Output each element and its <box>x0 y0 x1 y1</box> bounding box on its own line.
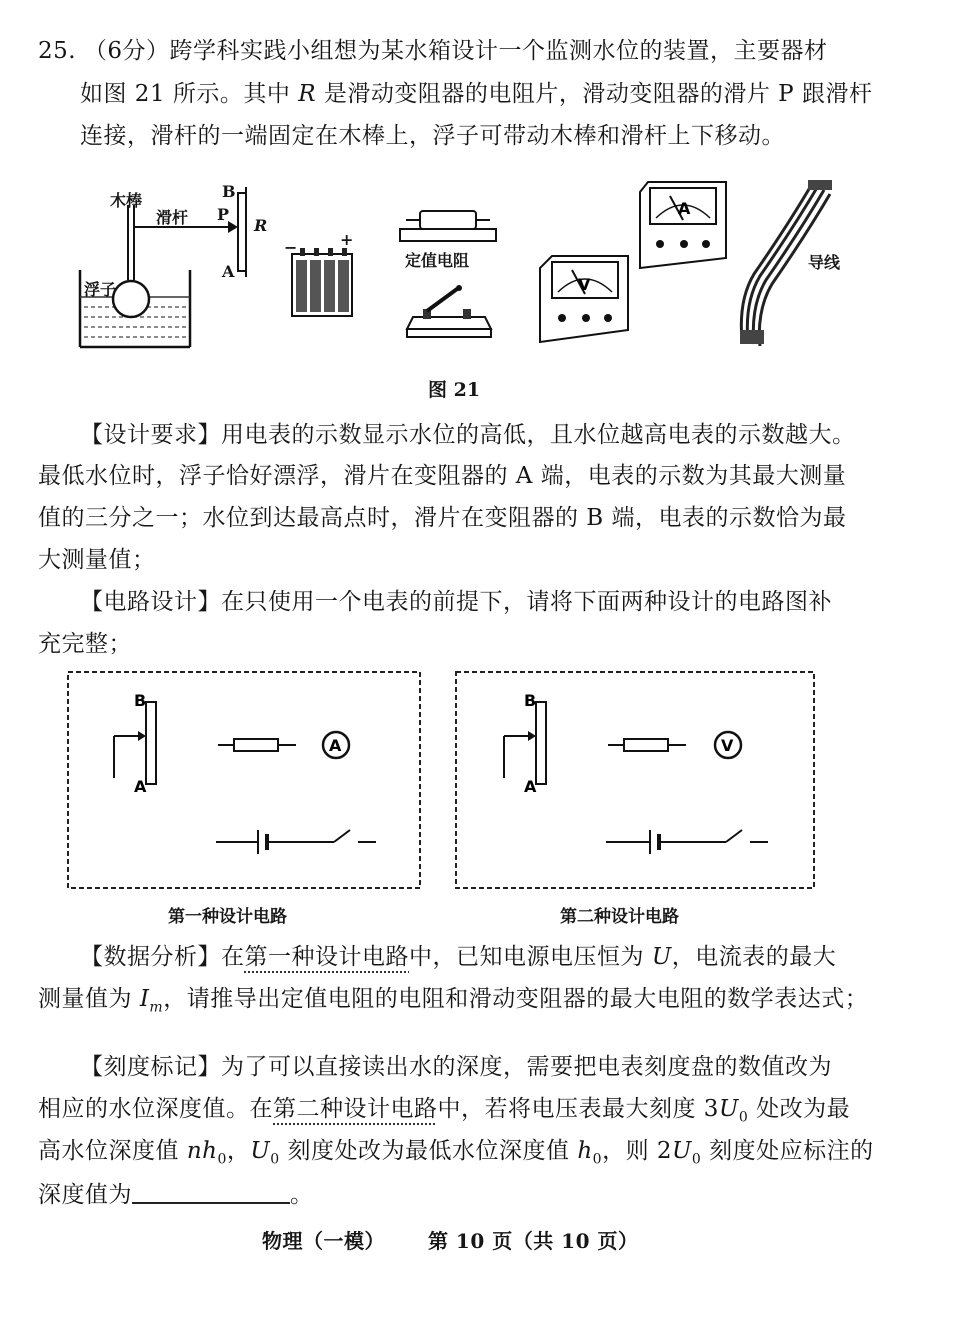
da-1c: ，电流表的最大 <box>671 944 837 970</box>
symbol-U0-b: U <box>250 1138 271 1164</box>
box1-caption: 第一种设计电路 <box>168 907 287 927</box>
battery-plus-label: + <box>340 230 354 249</box>
terminal-A-label: A <box>222 262 235 281</box>
fixed-resistor-icon <box>398 205 498 245</box>
symbol-U0: U <box>718 1096 739 1122</box>
box1-meter-letter: A <box>329 736 342 755</box>
label-stick: 木棒 <box>110 191 143 210</box>
symbol-2U0: U <box>672 1138 692 1164</box>
question-line-3 <box>80 121 785 151</box>
symbol-h0: h <box>577 1138 593 1164</box>
battery-icon <box>288 238 358 318</box>
symbol-2U0-sub: 0 <box>691 1151 702 1168</box>
design-req-line-1: 【设计要求】用电表的示数显示水位的高低，且水位越高电表的示数越大。 <box>80 422 856 448</box>
sm-4a: 深度值为 <box>38 1182 132 1208</box>
question-stem-3: 连接，滑杆的一端固定在木棒上，浮子可带动木棒和滑杆上下移动。 <box>80 123 785 149</box>
symbol-R: R <box>298 81 317 107</box>
symbol-U0-b-sub: 0 <box>270 1151 280 1168</box>
sm-3e: 刻度处应标注的 <box>701 1138 874 1164</box>
ammeter-letter: A <box>678 199 691 218</box>
sm-2b: 中，若将电压表最大刻度 3 <box>437 1096 719 1122</box>
symbol-nh0-sub: 0 <box>217 1151 227 1168</box>
box1-term-B: B <box>134 691 147 710</box>
symbol-U: U <box>651 944 672 970</box>
scale-mark-line-3 <box>38 1136 874 1175</box>
da-2b: ，请推导出定值电阻的电阻和滑动变阻器的最大电阻的数学表达式； <box>163 986 869 1012</box>
scale-mark-line-2 <box>38 1094 850 1133</box>
sm-3b: ， <box>226 1138 251 1164</box>
voltmeter-icon <box>538 252 634 350</box>
switch-icon <box>405 285 495 340</box>
sm-4b: 。 <box>290 1182 314 1208</box>
question-points: （6分） <box>83 38 170 64</box>
question-stem-1: 跨学科实践小组想为某水箱设计一个监测水位的装置，主要器材 <box>169 38 828 64</box>
box1-term-A: A <box>134 777 147 796</box>
circuit-box-2[interactable] <box>454 670 816 892</box>
voltmeter-letter: V <box>578 275 591 294</box>
symbol-I: I <box>139 986 150 1012</box>
da-1b: 中，已知电源电压恒为 <box>409 944 652 970</box>
box2-term-B: B <box>524 691 537 710</box>
circuit-design-line-2: 充完整； <box>38 631 132 657</box>
box2-caption: 第二种设计电路 <box>560 907 679 927</box>
label-float: 浮子 <box>84 280 117 299</box>
question-line-2 <box>80 79 872 109</box>
footer <box>262 1226 638 1256</box>
label-fixed-resistor: 定值电阻 <box>405 251 470 270</box>
scale-mark-line-4 <box>38 1180 314 1210</box>
sm-3c: 刻度处改为最低水位深度值 <box>279 1138 578 1164</box>
scale-mark-line-1: 【刻度标记】为了可以直接读出水的深度，需要把电表刻度盘的数值改为 <box>80 1054 832 1080</box>
terminal-P-label: P <box>217 205 230 224</box>
question-number: 25. <box>38 38 77 64</box>
footer-subject: 物理（一模） <box>262 1229 385 1253</box>
symbol-U0-sub: 0 <box>738 1109 749 1126</box>
sm-3d: ，则 2 <box>602 1138 673 1164</box>
question-stem-2b: 是滑动变阻器的电阻片，滑动变阻器的滑片 P 跟滑杆 <box>316 81 873 107</box>
battery-minus-label: − <box>284 238 298 257</box>
terminal-R-label: R <box>254 216 268 235</box>
label-wires: 导线 <box>808 253 841 272</box>
da-2a: 测量值为 <box>38 986 140 1012</box>
design-req-line-3: 值的三分之一；水位到达最高点时，滑片在变阻器的 B 端，电表的示数恰为最 <box>38 505 847 531</box>
question-stem-2a: 如图 21 所示。其中 <box>80 81 299 107</box>
label-slider-rod: 滑杆 <box>156 208 189 227</box>
answer-blank[interactable] <box>132 1180 290 1204</box>
sm-2a: 相应的水位深度值。在 <box>38 1096 273 1122</box>
question-line-1 <box>38 36 828 66</box>
symbol-nh0: nh <box>186 1138 218 1164</box>
data-analysis-line-1 <box>80 942 836 972</box>
box2-meter-letter: V <box>721 736 734 755</box>
da-1a: 【数据分析】在 <box>80 944 245 970</box>
box2-term-A: A <box>524 777 537 796</box>
sm-3a: 高水位深度值 <box>38 1138 187 1164</box>
sm-2c: 处改为最 <box>748 1096 851 1122</box>
da-dotted-emphasis: 第一种设计电路 <box>244 944 409 970</box>
sm-dotted-emphasis: 第二种设计电路 <box>273 1096 438 1122</box>
circuit-box-1[interactable] <box>66 670 422 892</box>
circuit-design-line-1: 【电路设计】在只使用一个电表的前提下，请将下面两种设计的电路图补 <box>80 589 832 615</box>
design-req-line-2: 最低水位时，浮子恰好漂浮，滑片在变阻器的 A 端，电表的示数为其最大测量 <box>38 463 847 489</box>
symbol-h0-sub: 0 <box>592 1151 603 1168</box>
data-analysis-line-2 <box>38 984 868 1023</box>
footer-page: 第 10 页（共 10 页） <box>427 1229 639 1253</box>
terminal-B-label: B <box>222 182 236 201</box>
symbol-I-sub: m <box>149 999 164 1016</box>
design-req-line-4: 大测量值； <box>38 547 156 573</box>
ammeter-icon <box>638 178 730 274</box>
figure-21-caption: 图 21 <box>428 379 481 401</box>
